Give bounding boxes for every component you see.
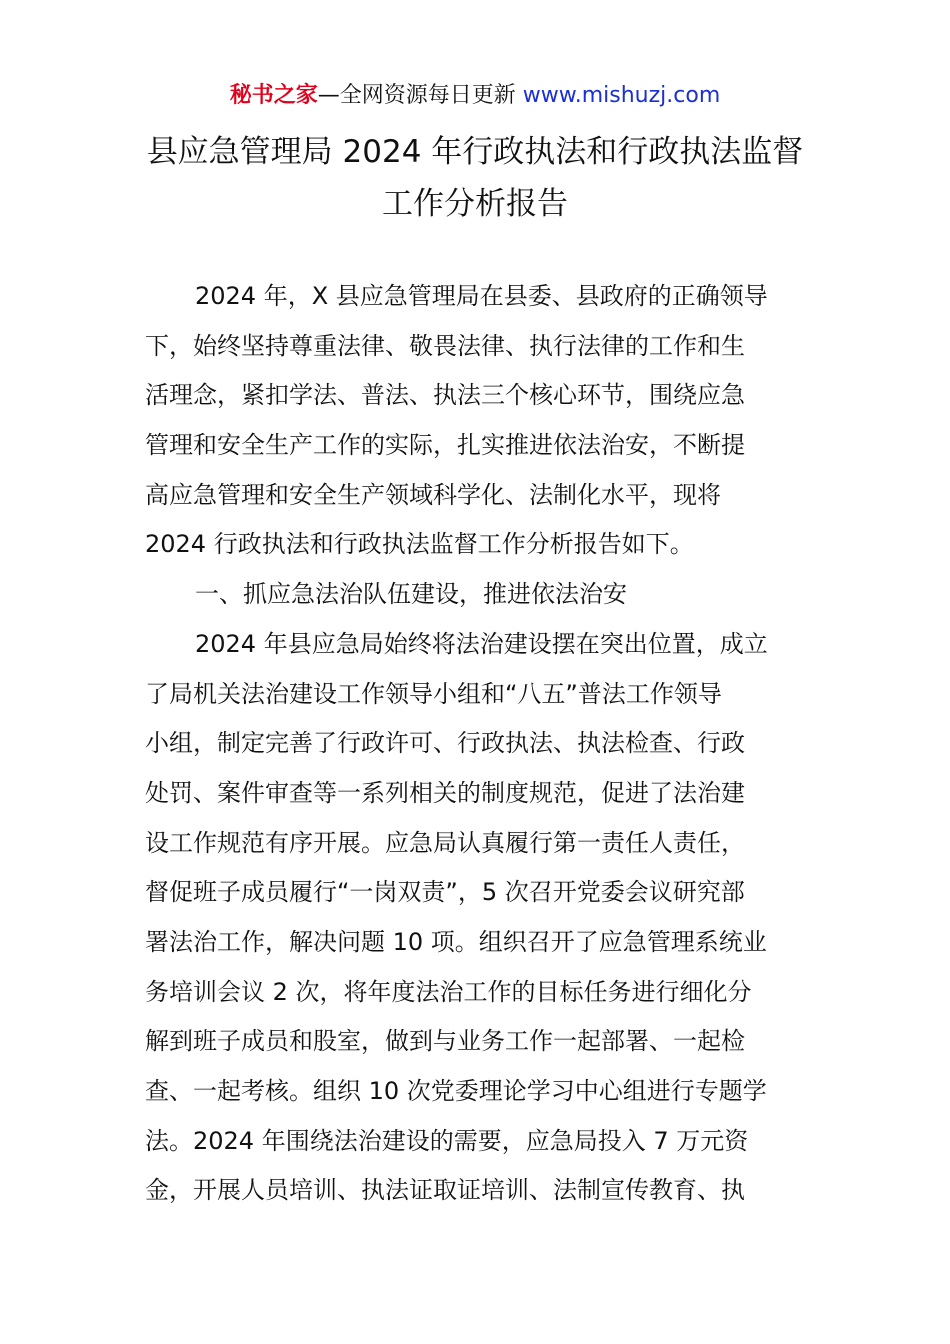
paragraph-1-line: 下，始终坚持尊重法律、敬畏法律、执行法律的工作和生 [145, 331, 745, 360]
title-line-2: 工作分析报告 [382, 186, 568, 222]
paragraph-2-line: 务培训会议 2 次，将年度法治工作的目标任务进行细化分 [145, 977, 752, 1006]
paragraph-2-line: 2024 年县应急局始终将法治建设摆在突出位置，成立 [195, 629, 768, 658]
section-1-heading: 一、抓应急法治队伍建设，推进依法治安 [195, 580, 627, 609]
paragraph-2-line: 了局机关法治建设工作领导小组和“八五”普法工作领导 [145, 679, 722, 708]
paragraph-1-line: 高应急管理和安全生产领域科学化、法制化水平，现将 [145, 480, 721, 509]
paragraph-2-line: 设工作规范有序开展。应急局认真履行第一责任人责任， [145, 828, 745, 857]
paragraph-2-line: 解到班子成员和股室，做到与业务工作一起部署、一起检 [145, 1027, 745, 1056]
paragraph-2-line: 金，开展人员培训、执法证取证培训、法制宣传教育、执 [145, 1176, 745, 1205]
paragraph-1-line: 活理念，紧扣学法、普法、执法三个核心环节，围绕应急 [145, 381, 745, 410]
site-banner [0, 80, 950, 112]
site-url-link[interactable]: www.mishuzj.com [522, 83, 721, 108]
document-body [145, 272, 810, 1216]
paragraph-1-line: 2024 年，X 县应急管理局在县委、县政府的正确领导 [195, 282, 768, 310]
banner-tagline: —全网资源每日更新 [317, 83, 523, 108]
paragraph-2-line: 处罚、案件审查等一系列相关的制度规范，促进了法治建 [145, 778, 745, 807]
brand-name: 秘书之家 [229, 83, 318, 108]
paragraph-1-line: 管理和安全生产工作的实际，扎实推进依法治安，不断提 [145, 431, 745, 460]
paragraph-2-line: 查、一起考核。组织 10 次党委理论学习中心组进行专题学 [145, 1077, 767, 1105]
paragraph-1-line: 2024 行政执法和行政执法监督工作分析报告如下。 [145, 530, 694, 559]
paragraph-2-line: 督促班子成员履行“一岗双责”，5 次召开党委会议研究部 [145, 878, 745, 907]
paragraph-2-line: 小组，制定完善了行政许可、行政执法、执法检查、行政 [145, 729, 745, 758]
title-line-1: 县应急管理局 2024 年行政执法和行政执法监督 [146, 134, 804, 170]
paragraph-2-line: 署法治工作，解决问题 10 项。组织召开了应急管理系统业 [145, 927, 767, 956]
document-title [100, 126, 850, 230]
paragraph-2-line: 法。2024 年围绕法治建设的需要，应急局投入 7 万元资 [145, 1126, 749, 1155]
